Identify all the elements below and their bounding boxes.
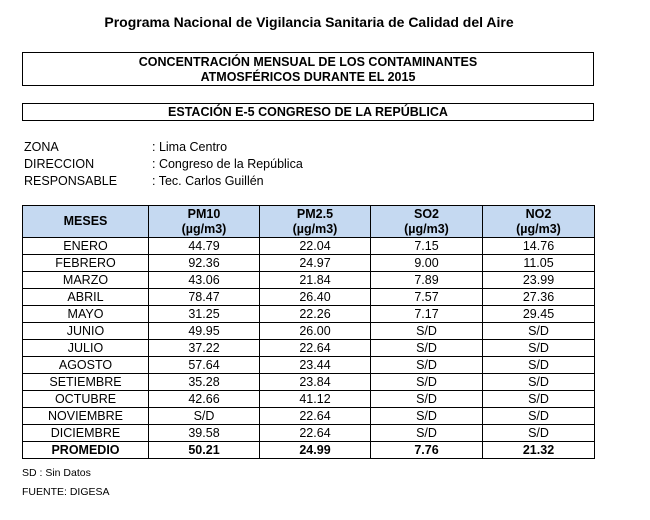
table-row [23,374,595,391]
info-label: DIRECCION [24,157,95,171]
table-row [23,238,595,255]
header-so2 [371,206,483,238]
table-row [23,255,595,272]
cell-pm10: 43.06 [149,272,260,289]
report-title-line1: CONCENTRACIÓN MENSUAL DE LOS CONTAMINANTES [138,55,478,69]
cell-no2: 29.45 [483,306,595,323]
cell-month: ENERO [23,238,149,255]
cell-month: JUNIO [23,323,149,340]
cell-pm10: 49.95 [149,323,260,340]
source-note: FUENTE: DIGESA [22,486,110,498]
report-title-line2: ATMOSFÉRICOS DURANTE EL 2015 [200,70,416,84]
cell-no2: 27.36 [483,289,595,306]
cell-no2: 14.76 [483,238,595,255]
table-header-row [23,206,595,238]
cell-month: MAYO [23,306,149,323]
cell-pm25: 22.64 [260,340,371,357]
cell-so2: 7.89 [371,272,483,289]
cell-so2: S/D [371,357,483,374]
report-title-box [22,52,594,86]
info-label: ZONA [24,140,59,154]
cell-month: SETIEMBRE [23,374,149,391]
cell-pm10: 39.58 [149,425,260,442]
cell-pm10: 31.25 [149,306,260,323]
cell-no2: S/D [483,391,595,408]
station-title: ESTACIÓN E-5 CONGRESO DE LA REPÚBLICA [22,103,594,121]
info-row-responsable [24,173,303,190]
cell-pm25: 24.97 [260,255,371,272]
header-pm25 [260,206,371,238]
cell-no2: S/D [483,425,595,442]
cell-pm25: 21.84 [260,272,371,289]
info-value: : Lima Centro [152,140,228,154]
cell-no2: 23.99 [483,272,595,289]
cell-pm10: 35.28 [149,374,260,391]
cell-so2: S/D [371,391,483,408]
info-value: : Congreso de la República [152,157,303,171]
total-month: PROMEDIO [23,442,149,459]
info-row-zona [24,139,303,156]
cell-so2: S/D [371,374,483,391]
table-total-row [23,442,595,459]
header-label: PM10 [187,206,221,221]
table-row [23,391,595,408]
total-pm10: 50.21 [149,442,260,459]
cell-month: OCTUBRE [23,391,149,408]
cell-pm25: 26.00 [260,323,371,340]
cell-pm25: 22.64 [260,425,371,442]
cell-so2: 9.00 [371,255,483,272]
total-so2: 7.76 [371,442,483,459]
cell-month: MARZO [23,272,149,289]
cell-so2: S/D [371,408,483,425]
info-label: RESPONSABLE [24,174,118,188]
total-no2: 21.32 [483,442,595,459]
header-label: NO2 [525,206,552,221]
table-row [23,323,595,340]
cell-so2: S/D [371,323,483,340]
cell-pm10: 92.36 [149,255,260,272]
cell-pm10: 57.64 [149,357,260,374]
cell-no2: S/D [483,408,595,425]
page-title: Programa Nacional de Vigilancia Sanitaria de Calidad del Aire [104,14,514,30]
cell-month: FEBRERO [23,255,149,272]
cell-month: NOVIEMBRE [23,408,149,425]
cell-pm25: 22.04 [260,238,371,255]
table-row [23,272,595,289]
cell-month: ABRIL [23,289,149,306]
cell-pm10: 42.66 [149,391,260,408]
cell-pm10: S/D [149,408,260,425]
header-label: SO2 [413,206,439,221]
header-unit: (µg/m3) [404,221,449,236]
cell-so2: S/D [371,425,483,442]
cell-no2: S/D [483,357,595,374]
sd-note: SD : Sin Datos [22,467,91,479]
table-row [23,425,595,442]
table-row [23,408,595,425]
total-pm25: 24.99 [260,442,371,459]
header-label: PM2.5 [296,206,334,221]
cell-pm25: 26.40 [260,289,371,306]
cell-pm25: 23.84 [260,374,371,391]
header-no2 [483,206,595,238]
table-row [23,306,595,323]
table-row [23,340,595,357]
table-row [23,289,595,306]
cell-so2: S/D [371,340,483,357]
header-unit: (µg/m3) [292,221,338,236]
station-info [24,139,303,190]
info-value: : Tec. Carlos Guillén [152,174,264,188]
info-row-direccion [24,156,303,173]
cell-pm10: 44.79 [149,238,260,255]
header-unit: (µg/m3) [516,221,561,236]
header-label: MESES [63,214,108,228]
cell-month: DICIEMBRE [23,425,149,442]
cell-so2: 7.57 [371,289,483,306]
cell-month: AGOSTO [23,357,149,374]
cell-no2: 11.05 [483,255,595,272]
cell-pm25: 41.12 [260,391,371,408]
cell-so2: 7.15 [371,238,483,255]
concentration-table [22,205,595,459]
cell-pm25: 22.26 [260,306,371,323]
cell-month: JULIO [23,340,149,357]
cell-pm10: 37.22 [149,340,260,357]
cell-no2: S/D [483,340,595,357]
cell-pm25: 23.44 [260,357,371,374]
header-unit: (µg/m3) [181,221,227,236]
cell-pm10: 78.47 [149,289,260,306]
header-pm10 [149,206,260,238]
header-meses [23,206,149,238]
cell-so2: 7.17 [371,306,483,323]
cell-no2: S/D [483,323,595,340]
cell-no2: S/D [483,374,595,391]
table-row [23,357,595,374]
cell-pm25: 22.64 [260,408,371,425]
